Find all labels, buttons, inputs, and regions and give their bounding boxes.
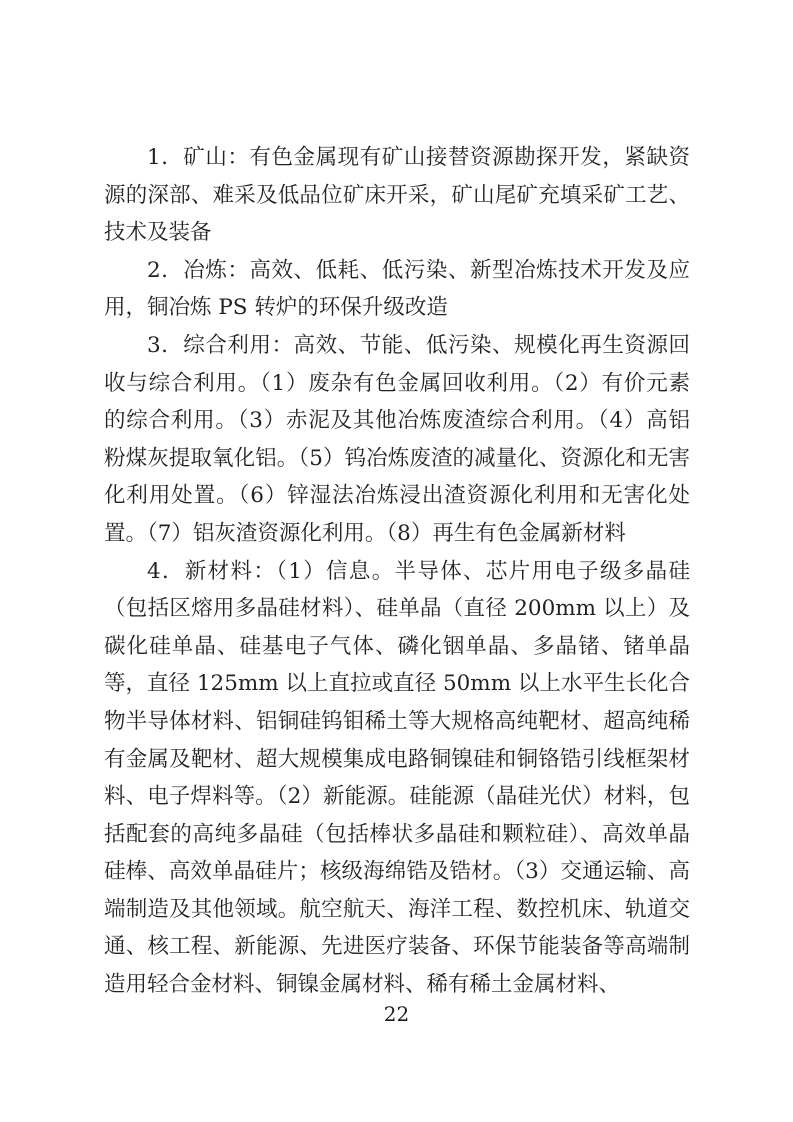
paragraph-comprehensive-utilization: 3．综合利用：高效、节能、低污染、规模化再生资源回收与综合利用。（1）废杂有色金属回收利用。（2）有价元素的综合利用。（3）赤泥及其他冶炼废渣综合利用。（4）高铝粉煤灰提取氧化铝。（5）钨冶炼废渣的减量化、资源化和无害化利用处置。（6）锌湿法冶炼浸出渣资源化利用和无害化处置。（7）铝灰渣资源化利用。（8）再生有色金属新材料 — [104, 332, 690, 546]
paragraph-mining: 1．矿山：有色金属现有矿山接替资源勘探开发，紧缺资源的深部、难采及低品位矿床开采，矿山尾矿充填采矿工艺、技术及装备 — [104, 145, 690, 246]
paragraph-smelting: 2．冶炼：高效、低耗、低污染、新型冶炼技术开发及应用，铜冶炼 PS 转炉的环保升级改造 — [104, 257, 690, 321]
page-number: 22 — [383, 1002, 410, 1026]
document-body — [104, 139, 690, 1004]
page-footer — [0, 1000, 793, 1028]
paragraph-new-materials: 4．新材料：（1）信息。半导体、芯片用电子级多晶硅（包括区熔用多晶硅材料）、硅单晶（直径 200mm 以上）及碳化硅单晶、硅基电子气体、磷化铟单晶、多晶锗、锗单晶等，直径 125mm 以上直拉或直径 50mm 以上水平生长化合物半导体材料、铝铜硅钨钼稀土等大规格高纯靶材、超高纯稀有金属及靶材、超大规模集成电路铜镍硅和铜铬锆引线框架材料、电子焊料等。（2）新能源。硅能源（晶硅光伏）材料，包括配套的高纯多晶硅（包括棒状多晶硅和颗粒硅）、高效单晶硅棒、高效单晶硅片；核级海绵锆及锆材。（3）交通运输、高端制造及其他领域。航空航天、海洋工程、数控机床、轨道交通、核工程、新能源、先进医疗装备、环保节能装备等高端制造用轻合金材料、铜镍金属材料、稀有稀土金属材料、 — [104, 558, 690, 998]
